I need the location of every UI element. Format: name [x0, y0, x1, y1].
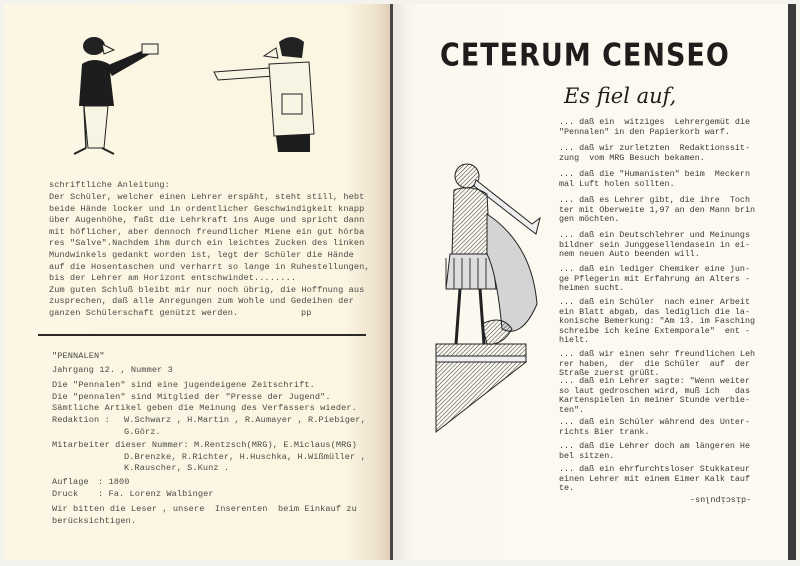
- auflage-value: : 1800: [98, 476, 130, 487]
- text-line: M.Rentzsch(MRG), E.Miclaus(MRG): [193, 440, 357, 451]
- text-line: Mundwinkels gedankt worden ist, legt der Schüler die Hände: [49, 249, 354, 260]
- druck-value: : Fa. Lorenz Walbinger: [98, 488, 214, 499]
- list-item: ... daß ein Deutschlehrer und Meinungs bildner sein Junggesellendasein in ei- nem neuen Auto beenden will.: [559, 230, 750, 260]
- text-line: berücksichtigen.: [52, 515, 137, 526]
- text-line: Der Schüler, welcher einen Lehrer erspäht, steht still, hebt: [49, 192, 365, 202]
- instructions-heading: schriftliche Anleitung:: [49, 180, 170, 190]
- publication-name: "PENNALEN": [52, 351, 105, 361]
- instructions-body: [49, 192, 370, 320]
- text-line: ganzen Schülerschaft genützt werden.: [49, 307, 239, 318]
- subtitle: Es fiel auf,: [564, 84, 677, 108]
- page-title: CETERUM CENSEO: [440, 37, 730, 74]
- issue-info: Jahrgang 12. , Nummer 3: [52, 364, 173, 375]
- author-initials: pp: [301, 308, 312, 318]
- text-line: D.Brenzke, R.Richter, H.Huschka, H.Wißmüller ,: [124, 451, 366, 462]
- cartoon-illustration: [64, 24, 334, 159]
- text-line: res "Salve".Nachdem ihm durch ein leichtes Zucken des linken: [49, 238, 365, 249]
- text-line: über Augenhöhe, faßt die Lehrkraft ins Auge und spricht dann: [49, 215, 365, 226]
- list-item: ... daß ein Schüler während des Unter- richts Bier trank.: [559, 417, 750, 437]
- text-line: Sämtliche Artikel geben die Meinung des Verfassers wieder.: [52, 403, 357, 414]
- text-line: Wir bitten die Leser , unsere Inserenten beim Einkauf zu: [52, 504, 357, 515]
- text-line: beide Hände locker und in ordentlicher Geschwindigkeit knapp: [49, 203, 365, 214]
- trumpeter-illustration: [432, 154, 547, 434]
- author-signature: -discipulus-: [690, 494, 752, 505]
- text-line: Die "Pennalen" sind eine jugendeigene Zeitschrift.: [52, 380, 315, 391]
- list-item: ... daß wir zurletzten Redaktionssit- zung vom MRG Besuch bekamen.: [559, 143, 750, 163]
- auflage-label: Auflage: [52, 476, 89, 487]
- text-line: W.Schwarz , H.Martin , R.Aumayer , R.Piebiger,: [124, 414, 366, 425]
- text-line: zusprechen, daß alle Anregungen zum Wohle und Gedeihen der: [49, 296, 354, 307]
- text-line: G.Görz.: [124, 426, 161, 437]
- list-item: ... daß ein Lehrer sagte: "Wenn weiter so laut gedroschen wird, muß ich das Kartenspielen in meiner Stunde verbie- ten".: [559, 376, 750, 415]
- text-line: auf die Hosentaschen und verharrt so lange in Ruhestellungen,: [49, 261, 370, 272]
- list-item: ... daß die "Humanisten" beim Meckern mal Luft holen sollten.: [559, 169, 750, 189]
- left-page: [4, 4, 390, 560]
- list-item: ... daß es Lehrer gibt, die ihre Toch ter mit Oberweite 1,97 an den Mann brin gen möchten.: [559, 195, 756, 225]
- section-divider: [38, 334, 366, 336]
- list-item: ... daß ein ehrfurchtsloser Stukkateur einen Lehrer mit einem Eimer Kalk tauf te.: [559, 464, 750, 494]
- text-line: K.Rauscher, S.Kunz .: [124, 463, 230, 474]
- list-item: ... daß die Lehrer doch am längeren He bel sitzen.: [559, 441, 750, 461]
- list-item: ... daß ein Schüler nach einer Arbeit ein Blatt abgab, das lediglich die la- konische Bemerkung: "Am 13. im Fasching schreibe ich keine Extemporale" ent - hielt.: [559, 297, 756, 346]
- list-item: ... daß ein lediger Chemiker eine jun- ge Pflegerin mit Erfahrung an Alters - heimen sucht.: [559, 264, 750, 294]
- text-line: Zum guten Schluß bleibt mir nur noch übrig, die Hoffnung aus: [49, 284, 365, 295]
- text-line: bis der Lehrer am Horizont entschwindet........: [49, 273, 297, 284]
- list-item: ... daß wir einen sehr freundlichen Leh rer haben, der die Schüler auf der Straße zuerst grüßt.: [559, 349, 756, 379]
- mitarbeiter-label: Mitarbeiter dieser Nummer:: [52, 440, 189, 451]
- text-line: mit höflicher, aber dennoch freundlicher Miene ein gut hörba: [49, 226, 365, 237]
- page-edge-border: [788, 4, 796, 560]
- magazine-spread: [4, 4, 796, 560]
- imprint: [52, 351, 366, 527]
- druck-label: Druck: [52, 488, 79, 499]
- list-item: ... daß ein witziges Lehrergemüt die "Pennalen" in den Papierkorb warf.: [559, 117, 750, 137]
- redaktion-label: Redaktion :: [52, 414, 110, 425]
- text-line: Die "pennalen" sind Mitglied der "Presse der Jugend".: [52, 391, 331, 402]
